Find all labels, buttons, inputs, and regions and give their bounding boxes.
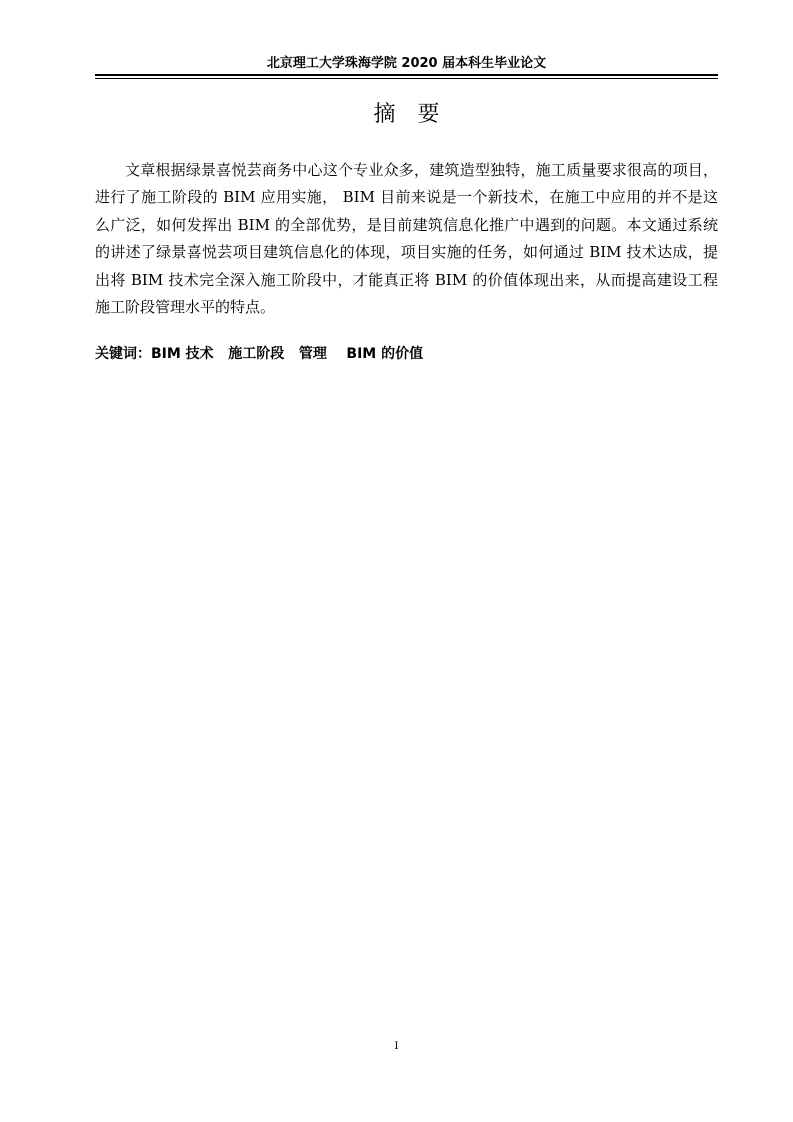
running-header: 北京理工大学珠海学院 2020 届本科生毕业论文: [266, 56, 547, 71]
header-rule-thick: [95, 74, 718, 76]
page-number: I: [394, 1041, 399, 1052]
header-rule-thin: [95, 78, 718, 79]
keywords-line: 关键词：BIM 技术 施工阶段 管理 BIM 的价值: [95, 346, 424, 362]
abstract-title: 摘要: [373, 102, 462, 127]
abstract-body: 文章根据绿景喜悦芸商务中心这个专业众多，建筑造型独特，施工质量要求很高的项目，进行了施工阶段的 BIM 应用实施， BIM 目前来说是一个新技术，在施工中应用的并不是这么广泛，如何发挥出 BIM 的全部优势，是目前建筑信息化推广中遇到的问题。本文通过系统的讲述了绿景喜悦芸项目建筑信息化的体现，项目实施的任务，如何通过 BIM 技术达成，提出将 BIM 技术完全深入施工阶段中，才能真正将 BIM 的价值体现出来，从而提高建设工程施工阶段管理水平的特点。: [95, 161, 718, 317]
